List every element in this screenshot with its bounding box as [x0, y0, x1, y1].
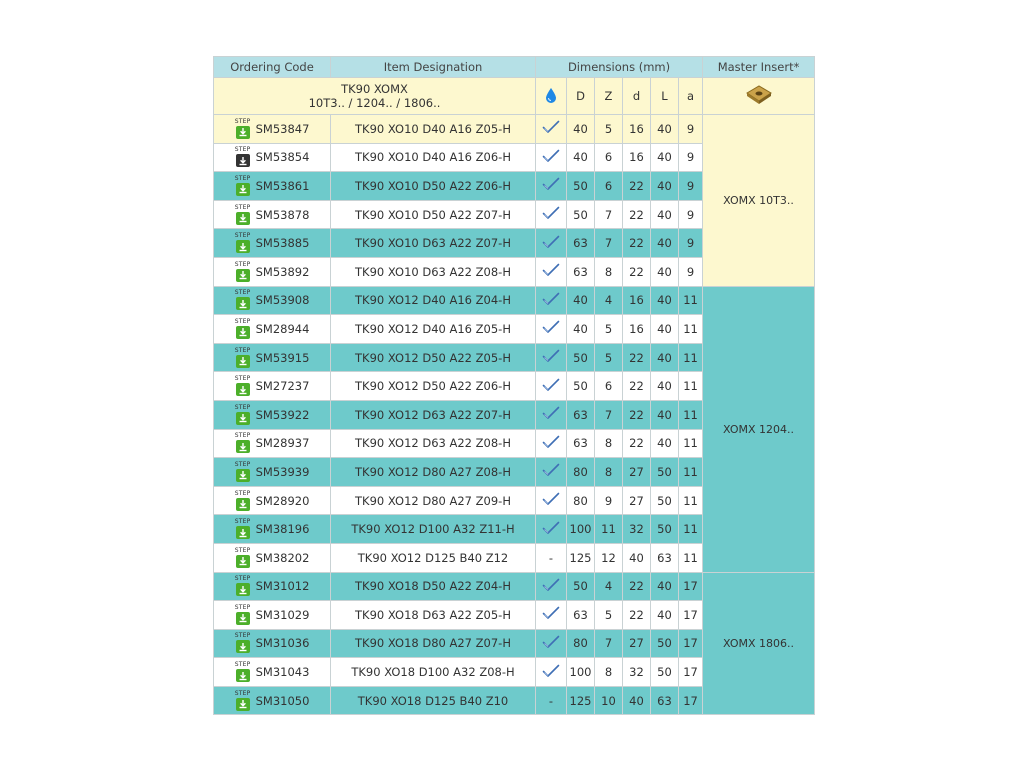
header-row [214, 57, 815, 78]
download-icon [236, 526, 250, 539]
dim-a-cell: 17 [679, 629, 703, 658]
header-dimensions: Dimensions (mm) [536, 57, 703, 78]
dim-d-cell: 22 [623, 200, 651, 229]
dim-D-cell: 63 [567, 601, 595, 630]
insert-header [703, 78, 815, 115]
item-designation: TK90 XO12 D50 A22 Z05-H [331, 343, 536, 372]
dim-L-cell: 50 [651, 629, 679, 658]
coolant-cell [536, 572, 567, 601]
coolant-header [536, 78, 567, 115]
dim-d-cell: 16 [623, 315, 651, 344]
dim-a-cell: 11 [679, 458, 703, 487]
ordering-code[interactable]: SM53861 [255, 178, 310, 193]
step-label: STEP [234, 260, 251, 268]
header-item-designation: Item Designation [331, 57, 536, 78]
download-icon [236, 698, 250, 711]
step-download-icon[interactable] [235, 547, 251, 569]
download-icon [236, 383, 250, 396]
coolant-cell [536, 543, 567, 572]
dim-D-cell: 125 [567, 686, 595, 715]
step-label: STEP [234, 403, 251, 411]
coolant-cell [536, 400, 567, 429]
step-download-icon[interactable] [235, 690, 251, 712]
coolant-cell [536, 429, 567, 458]
dim-d-cell: 22 [623, 372, 651, 401]
step-download-icon[interactable] [235, 347, 251, 369]
dim-d-cell: 22 [623, 172, 651, 201]
step-label: STEP [234, 203, 251, 211]
step-label: STEP [234, 518, 251, 526]
checkmark-icon [542, 149, 560, 166]
item-designation: TK90 XO12 D80 A27 Z08-H [331, 458, 536, 487]
ordering-code-cell [214, 115, 331, 144]
checkmark-icon [542, 578, 560, 595]
dim-d-cell: 22 [623, 400, 651, 429]
coolant-cell [536, 372, 567, 401]
dim-L-cell: 40 [651, 143, 679, 172]
dim-D-cell: 50 [567, 343, 595, 372]
dim-D-cell: 50 [567, 200, 595, 229]
coolant-cell [536, 229, 567, 258]
step-download-icon[interactable] [235, 175, 251, 197]
ordering-code-cell [214, 658, 331, 687]
ordering-code-cell [214, 200, 331, 229]
ordering-code[interactable]: SM38196 [255, 522, 310, 537]
dim-D-cell: 50 [567, 372, 595, 401]
ordering-code-cell [214, 686, 331, 715]
dim-d-cell: 16 [623, 115, 651, 144]
ordering-code[interactable]: SM53854 [255, 150, 310, 165]
dim-L-cell: 40 [651, 343, 679, 372]
item-designation: TK90 XO18 D63 A22 Z05-H [331, 601, 536, 630]
step-download-icon[interactable] [235, 261, 251, 283]
checkmark-icon [542, 177, 560, 194]
dim-D-cell: 100 [567, 658, 595, 687]
dim-a-cell: 11 [679, 486, 703, 515]
dim-D-cell: 50 [567, 172, 595, 201]
dim-d-cell: 22 [623, 572, 651, 601]
step-download-icon[interactable] [235, 632, 251, 654]
dim-D-cell: 100 [567, 515, 595, 544]
coolant-cell [536, 686, 567, 715]
item-designation: TK90 XO12 D40 A16 Z05-H [331, 315, 536, 344]
download-icon [236, 240, 250, 253]
ordering-code[interactable]: SM53922 [255, 407, 310, 422]
item-designation: TK90 XO10 D50 A22 Z07-H [331, 200, 536, 229]
dim-Z-cell: 7 [595, 400, 623, 429]
step-download-icon[interactable] [235, 575, 251, 597]
ordering-code[interactable]: SM31036 [255, 636, 310, 651]
dim-d-cell: 27 [623, 458, 651, 487]
item-designation: TK90 XO10 D40 A16 Z06-H [331, 143, 536, 172]
step-label: STEP [234, 174, 251, 182]
dim-a-cell: 11 [679, 543, 703, 572]
dim-Z-cell: 9 [595, 486, 623, 515]
dim-L-cell: 63 [651, 543, 679, 572]
item-designation: TK90 XO10 D63 A22 Z08-H [331, 257, 536, 286]
download-icon [236, 212, 250, 225]
dim-Z-cell: 12 [595, 543, 623, 572]
dim-Z-cell: 8 [595, 458, 623, 487]
step-label: STEP [234, 460, 251, 468]
checkmark-icon [542, 320, 560, 337]
ordering-code[interactable]: SM28937 [255, 436, 310, 451]
family-name: TK90 XOMX [341, 82, 408, 96]
coolant-cell [536, 257, 567, 286]
ordering-code-cell [214, 572, 331, 601]
dim-L-cell: 40 [651, 429, 679, 458]
coolant-cell [536, 601, 567, 630]
ordering-code[interactable]: SM28944 [255, 321, 310, 336]
checkmark-icon [542, 378, 560, 395]
dim-L-cell: 40 [651, 372, 679, 401]
dim-d-cell: 40 [623, 686, 651, 715]
master-insert-cell: XOMX 1806.. [703, 572, 815, 715]
dim-d-cell: 16 [623, 286, 651, 315]
ordering-code[interactable]: SM31012 [255, 579, 310, 594]
ordering-code-cell [214, 286, 331, 315]
table-row [214, 286, 815, 315]
dim-Z-cell: 11 [595, 515, 623, 544]
coolant-none: - [548, 693, 554, 708]
step-label: STEP [234, 689, 251, 697]
dim-Z-cell: 7 [595, 229, 623, 258]
dim-Z-cell: 4 [595, 286, 623, 315]
step-label: STEP [234, 117, 251, 125]
dim-L-cell: 40 [651, 315, 679, 344]
download-icon [236, 412, 250, 425]
download-icon [236, 555, 250, 568]
master-insert-cell: XOMX 10T3.. [703, 115, 815, 287]
table-row [214, 572, 815, 601]
checkmark-icon [542, 120, 560, 137]
dim-d-cell: 22 [623, 257, 651, 286]
checkmark-icon [542, 664, 560, 681]
checkmark-icon [542, 349, 560, 366]
dim-a-cell: 9 [679, 257, 703, 286]
item-designation: TK90 XO10 D63 A22 Z07-H [331, 229, 536, 258]
dim-L-cell: 40 [651, 400, 679, 429]
step-download-icon[interactable] [235, 204, 251, 226]
ordering-code[interactable]: SM27237 [255, 379, 310, 394]
ordering-code-cell [214, 486, 331, 515]
item-designation: TK90 XO18 D80 A27 Z07-H [331, 629, 536, 658]
dim-a-cell: 11 [679, 429, 703, 458]
dim-D-cell: 63 [567, 257, 595, 286]
dim-L-cell: 40 [651, 572, 679, 601]
col-header-a: a [679, 78, 703, 115]
subheader-row [214, 78, 815, 115]
col-header-d: d [623, 78, 651, 115]
step-label: STEP [234, 375, 251, 383]
dim-L-cell: 40 [651, 257, 679, 286]
dim-a-cell: 17 [679, 601, 703, 630]
item-designation: TK90 XO10 D40 A16 Z05-H [331, 115, 536, 144]
dim-Z-cell: 7 [595, 629, 623, 658]
checkmark-icon [542, 406, 560, 423]
ordering-code[interactable]: SM53908 [255, 293, 310, 308]
ordering-code[interactable]: SM53878 [255, 207, 310, 222]
checkmark-icon [542, 521, 560, 538]
dim-Z-cell: 8 [595, 257, 623, 286]
col-header-D: D [567, 78, 595, 115]
dim-a-cell: 9 [679, 172, 703, 201]
dim-D-cell: 40 [567, 286, 595, 315]
dim-d-cell: 27 [623, 486, 651, 515]
ordering-code-cell [214, 629, 331, 658]
step-download-icon[interactable] [235, 518, 251, 540]
download-icon [236, 498, 250, 511]
download-icon [236, 440, 250, 453]
dim-Z-cell: 5 [595, 315, 623, 344]
step-label: STEP [234, 146, 251, 154]
step-download-icon[interactable] [235, 461, 251, 483]
download-icon [236, 126, 250, 139]
ordering-code[interactable]: SM38202 [255, 550, 310, 565]
coolant-cell [536, 200, 567, 229]
coolant-cell [536, 458, 567, 487]
ordering-code-cell [214, 372, 331, 401]
ordering-code[interactable]: SM31043 [255, 665, 310, 680]
download-icon [236, 640, 250, 653]
ordering-code[interactable]: SM53915 [255, 350, 310, 365]
dim-D-cell: 80 [567, 458, 595, 487]
dim-L-cell: 40 [651, 286, 679, 315]
dim-a-cell: 11 [679, 315, 703, 344]
dim-D-cell: 40 [567, 143, 595, 172]
download-icon [236, 583, 250, 596]
dim-d-cell: 40 [623, 543, 651, 572]
checkmark-icon [542, 206, 560, 223]
master-insert-cell: XOMX 1204.. [703, 286, 815, 572]
download-icon [236, 297, 250, 310]
dim-Z-cell: 4 [595, 572, 623, 601]
dim-Z-cell: 8 [595, 658, 623, 687]
checkmark-icon [542, 292, 560, 309]
coolant-cell [536, 343, 567, 372]
dim-L-cell: 50 [651, 658, 679, 687]
checkmark-icon [542, 492, 560, 509]
step-label: STEP [234, 575, 251, 583]
step-label: STEP [234, 632, 251, 640]
dim-L-cell: 40 [651, 200, 679, 229]
ordering-code[interactable]: SM53892 [255, 264, 310, 279]
product-table [213, 56, 815, 715]
dim-D-cell: 40 [567, 115, 595, 144]
step-label: STEP [234, 317, 251, 325]
coolant-cell [536, 515, 567, 544]
coolant-cell [536, 486, 567, 515]
item-designation: TK90 XO12 D100 A32 Z11-H [331, 515, 536, 544]
ordering-code-cell [214, 429, 331, 458]
step-download-icon[interactable] [235, 404, 251, 426]
dim-a-cell: 11 [679, 286, 703, 315]
step-download-icon[interactable] [235, 490, 251, 512]
ordering-code-cell [214, 601, 331, 630]
dim-Z-cell: 10 [595, 686, 623, 715]
step-download-icon[interactable] [235, 661, 251, 683]
dim-D-cell: 63 [567, 400, 595, 429]
dim-a-cell: 11 [679, 372, 703, 401]
col-header-Z: Z [595, 78, 623, 115]
dim-d-cell: 22 [623, 343, 651, 372]
ordering-code-cell [214, 400, 331, 429]
ordering-code-cell [214, 172, 331, 201]
dim-a-cell: 9 [679, 143, 703, 172]
download-icon [236, 355, 250, 368]
insert-icon [745, 95, 773, 109]
dim-a-cell: 17 [679, 686, 703, 715]
dim-Z-cell: 5 [595, 115, 623, 144]
checkmark-icon [542, 235, 560, 252]
ordering-code-cell [214, 257, 331, 286]
checkmark-icon [542, 435, 560, 452]
dim-D-cell: 63 [567, 429, 595, 458]
item-designation: TK90 XO18 D50 A22 Z04-H [331, 572, 536, 601]
dim-L-cell: 63 [651, 686, 679, 715]
step-label: STEP [234, 603, 251, 611]
download-icon [236, 326, 250, 339]
step-label: STEP [234, 346, 251, 354]
dim-L-cell: 40 [651, 229, 679, 258]
dim-D-cell: 80 [567, 486, 595, 515]
dim-Z-cell: 6 [595, 143, 623, 172]
dim-d-cell: 22 [623, 429, 651, 458]
dim-d-cell: 27 [623, 629, 651, 658]
step-label: STEP [234, 432, 251, 440]
item-designation: TK90 XO18 D100 A32 Z08-H [331, 658, 536, 687]
dim-L-cell: 50 [651, 515, 679, 544]
ordering-code-cell [214, 343, 331, 372]
dim-a-cell: 11 [679, 515, 703, 544]
item-designation: TK90 XO12 D125 B40 Z12 [331, 543, 536, 572]
step-download-icon[interactable] [235, 289, 251, 311]
step-download-icon[interactable] [235, 232, 251, 254]
dim-Z-cell: 7 [595, 200, 623, 229]
checkmark-icon [542, 606, 560, 623]
step-download-icon[interactable] [235, 604, 251, 626]
item-designation: TK90 XO12 D63 A22 Z08-H [331, 429, 536, 458]
dim-L-cell: 50 [651, 458, 679, 487]
dim-a-cell: 17 [679, 658, 703, 687]
ordering-code[interactable]: SM53939 [255, 464, 310, 479]
coolant-cell [536, 315, 567, 344]
dim-D-cell: 125 [567, 543, 595, 572]
download-icon [236, 183, 250, 196]
dim-D-cell: 50 [567, 572, 595, 601]
download-icon [236, 154, 250, 167]
coolant-cell [536, 115, 567, 144]
coolant-cell [536, 172, 567, 201]
dim-a-cell: 17 [679, 572, 703, 601]
ordering-code[interactable]: SM53847 [255, 121, 310, 136]
ordering-code-cell [214, 315, 331, 344]
step-download-icon[interactable] [235, 432, 251, 454]
ordering-code-cell [214, 515, 331, 544]
ordering-code[interactable]: SM31050 [255, 693, 310, 708]
ordering-code-cell [214, 229, 331, 258]
dim-D-cell: 80 [567, 629, 595, 658]
dim-D-cell: 40 [567, 315, 595, 344]
family-sizes: 10T3.. / 1204.. / 1806.. [308, 96, 441, 110]
step-download-icon[interactable] [235, 375, 251, 397]
dim-Z-cell: 8 [595, 429, 623, 458]
dim-L-cell: 40 [651, 601, 679, 630]
item-designation: TK90 XO10 D50 A22 Z06-H [331, 172, 536, 201]
dim-a-cell: 9 [679, 229, 703, 258]
ordering-code[interactable]: SM31029 [255, 607, 310, 622]
dim-d-cell: 32 [623, 658, 651, 687]
dim-Z-cell: 5 [595, 601, 623, 630]
dim-a-cell: 11 [679, 343, 703, 372]
coolant-cell [536, 629, 567, 658]
dim-Z-cell: 5 [595, 343, 623, 372]
step-download-icon[interactable] [235, 118, 251, 140]
ordering-code[interactable]: SM53885 [255, 236, 310, 251]
table-row [214, 115, 815, 144]
coolant-cell [536, 286, 567, 315]
item-designation: TK90 XO18 D125 B40 Z10 [331, 686, 536, 715]
step-download-icon[interactable] [235, 146, 251, 168]
step-label: STEP [234, 232, 251, 240]
col-header-L: L [651, 78, 679, 115]
item-designation: TK90 XO12 D50 A22 Z06-H [331, 372, 536, 401]
step-download-icon[interactable] [235, 318, 251, 340]
dim-a-cell: 9 [679, 115, 703, 144]
ordering-code-cell [214, 458, 331, 487]
item-designation: TK90 XO12 D80 A27 Z09-H [331, 486, 536, 515]
download-icon [236, 669, 250, 682]
dim-d-cell: 22 [623, 229, 651, 258]
dim-a-cell: 9 [679, 200, 703, 229]
dim-D-cell: 63 [567, 229, 595, 258]
dim-L-cell: 40 [651, 115, 679, 144]
coolant-none: - [548, 550, 554, 565]
item-designation: TK90 XO12 D40 A16 Z04-H [331, 286, 536, 315]
coolant-cell [536, 143, 567, 172]
header-master-insert: Master Insert* [703, 57, 815, 78]
dim-a-cell: 11 [679, 400, 703, 429]
step-label: STEP [234, 489, 251, 497]
download-icon [236, 469, 250, 482]
step-label: STEP [234, 289, 251, 297]
dim-d-cell: 22 [623, 601, 651, 630]
ordering-code-cell [214, 543, 331, 572]
step-label: STEP [234, 546, 251, 554]
ordering-code[interactable]: SM28920 [255, 493, 310, 508]
download-icon [236, 612, 250, 625]
step-label: STEP [234, 661, 251, 669]
dim-L-cell: 40 [651, 172, 679, 201]
checkmark-icon [542, 263, 560, 280]
dim-d-cell: 16 [623, 143, 651, 172]
dim-L-cell: 50 [651, 486, 679, 515]
dim-Z-cell: 6 [595, 372, 623, 401]
dim-d-cell: 32 [623, 515, 651, 544]
dim-Z-cell: 6 [595, 172, 623, 201]
header-ordering-code: Ordering Code [214, 57, 331, 78]
checkmark-icon [542, 463, 560, 480]
ordering-code-cell [214, 143, 331, 172]
water-drop-icon [545, 87, 557, 106]
coolant-cell [536, 658, 567, 687]
family-cell [214, 78, 536, 115]
item-designation: TK90 XO12 D63 A22 Z07-H [331, 400, 536, 429]
download-icon [236, 269, 250, 282]
checkmark-icon [542, 635, 560, 652]
